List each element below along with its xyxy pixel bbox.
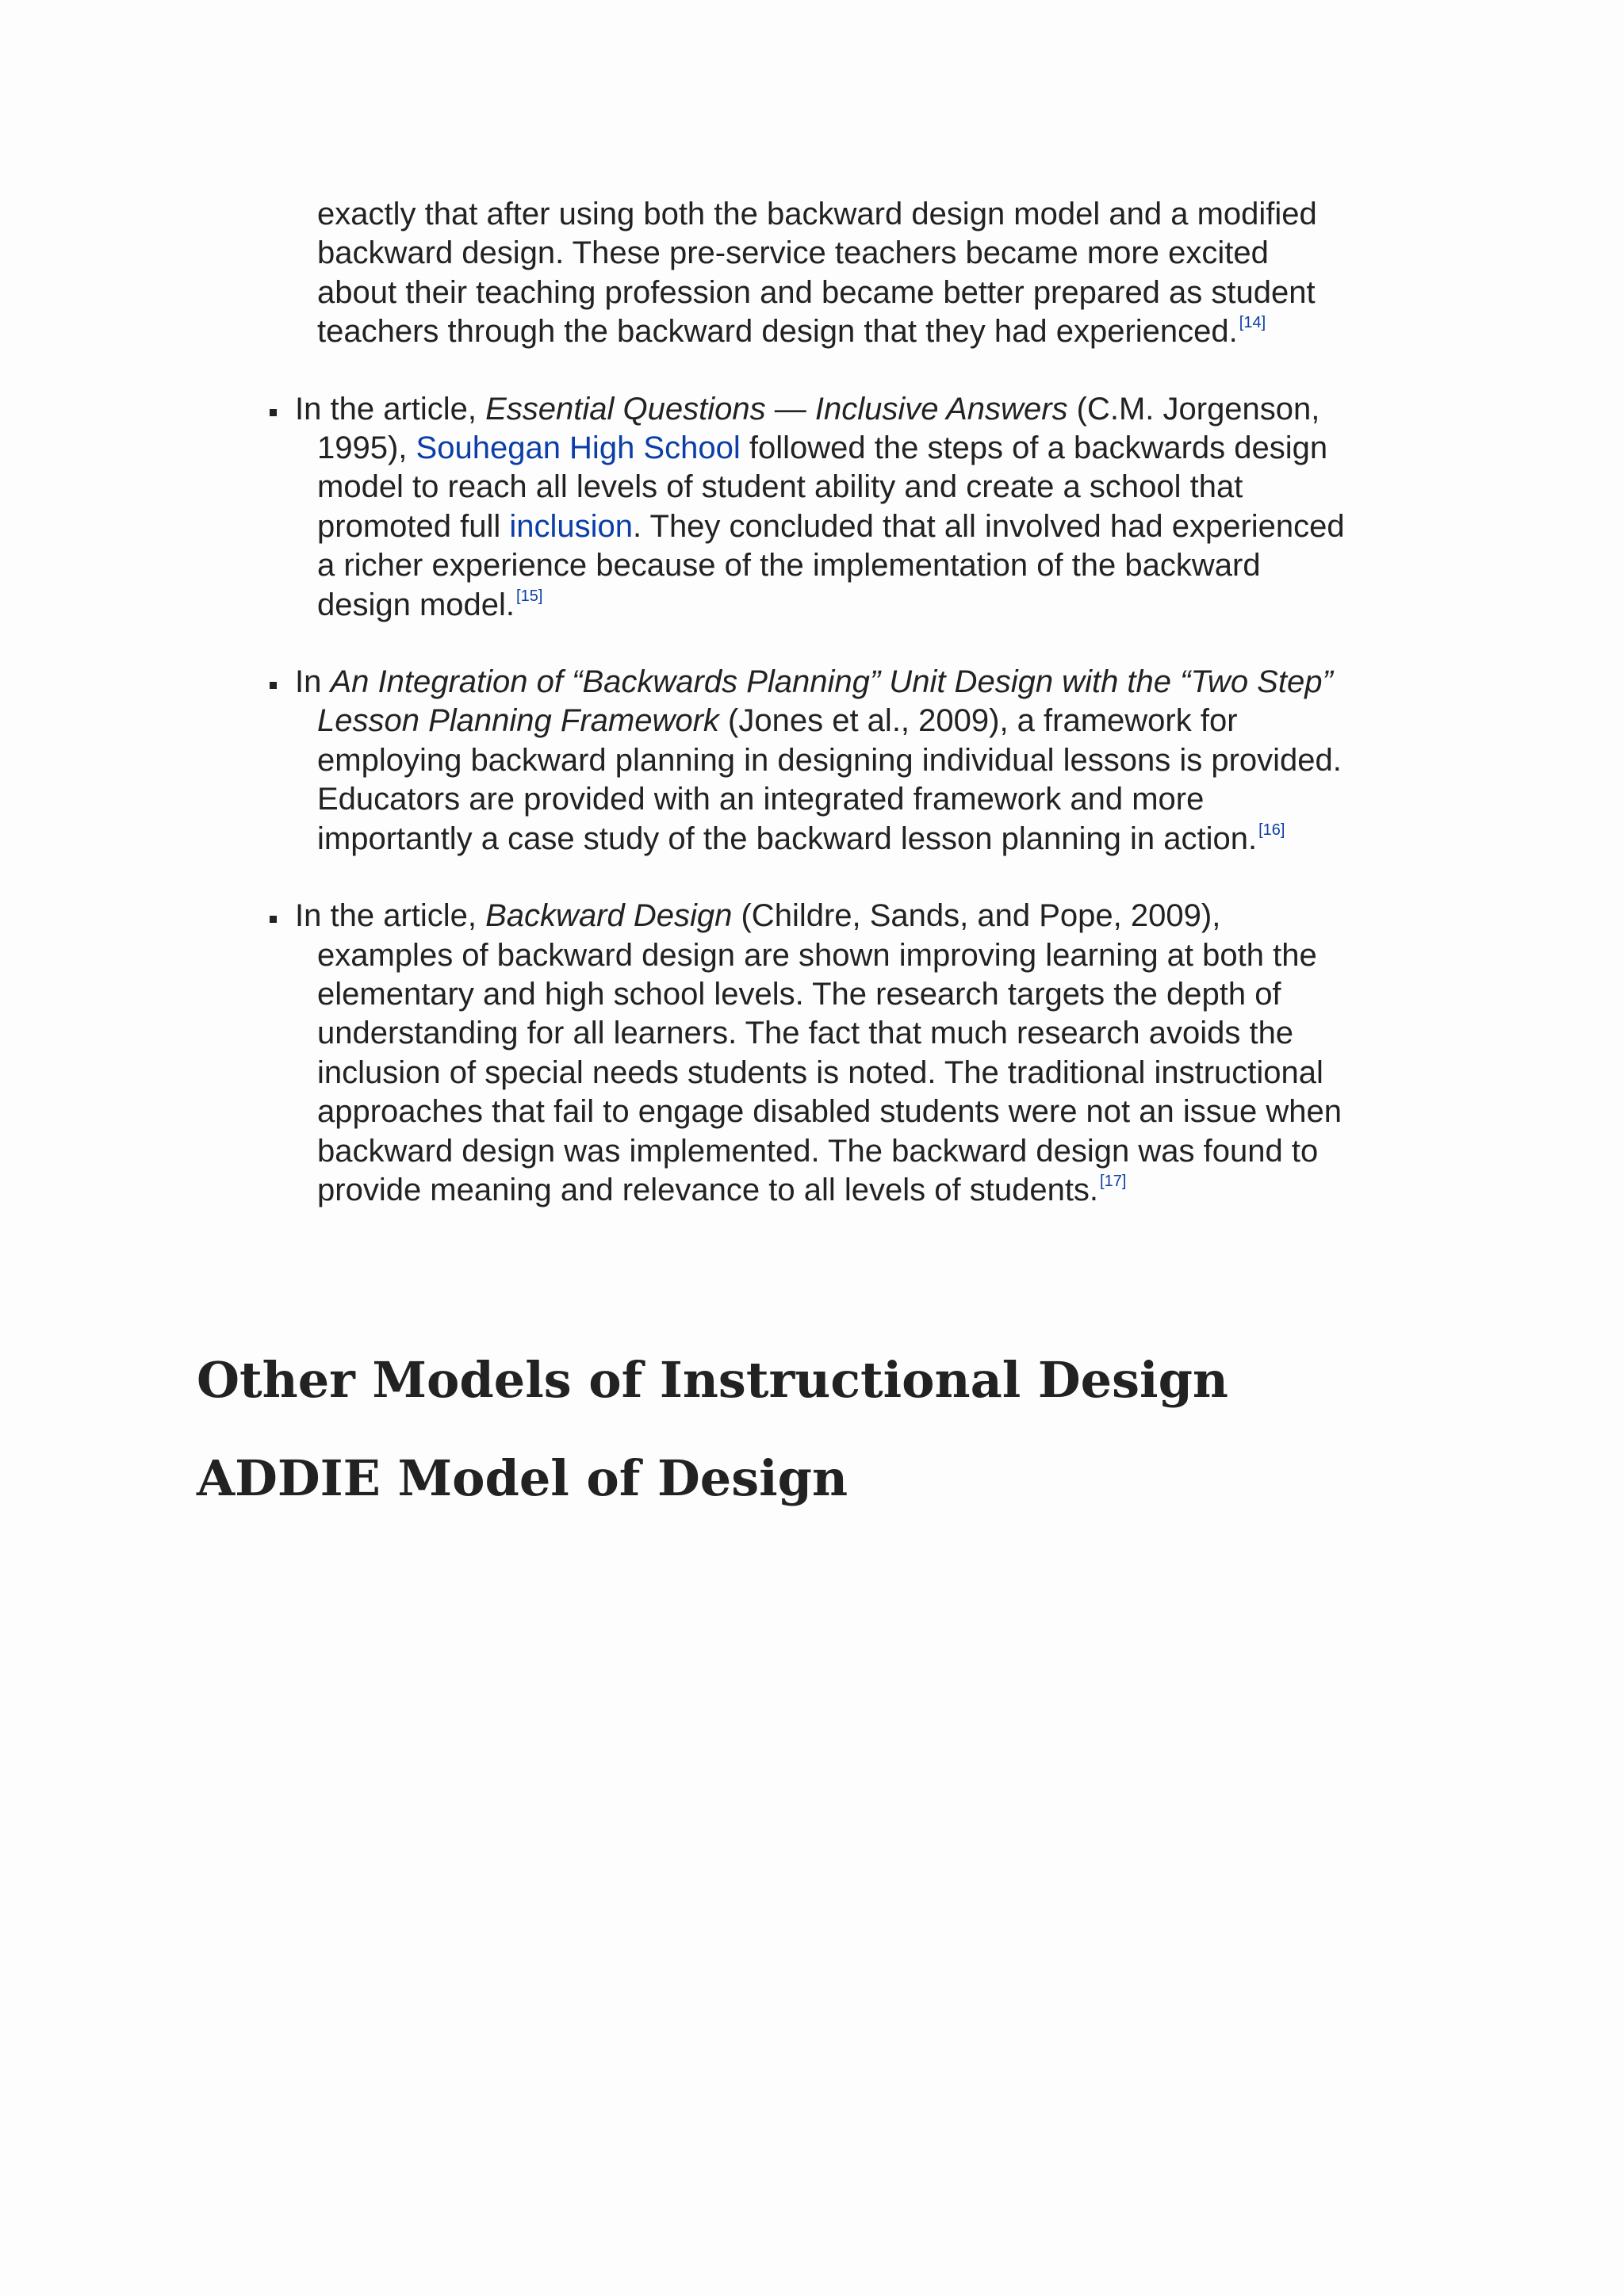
bullet-square-icon [270, 916, 277, 923]
citation-17[interactable]: [17] [1100, 1172, 1127, 1190]
italic-title: Lesson Planning Framework [317, 703, 719, 739]
text-run: followed the steps of a backwards design [740, 430, 1328, 466]
citation-15[interactable]: [15] [516, 587, 543, 605]
text-run: promoted full [317, 508, 510, 544]
text-run: (C.M. Jorgenson, [1067, 391, 1320, 427]
text-run: In the article, [295, 898, 486, 934]
text-run: — [765, 391, 815, 427]
text-run: importantly a case study of the backward lesson planning in action. [317, 821, 1258, 856]
text-line: elementary and high school levels. The research targets the depth of [317, 976, 1281, 1012]
heading-other-models: Other Models of Instructional Design [197, 1351, 1229, 1409]
text-line: Educators are provided with an integrated framework and more [317, 782, 1205, 817]
list-item [0, 195, 1427, 352]
text-line: understanding for all learners. The fact that much research avoids the [317, 1016, 1294, 1051]
text-run: In [295, 664, 331, 700]
text-line: backward design was implemented. The backward design was found to [317, 1133, 1319, 1169]
citation-14[interactable]: [14] [1239, 314, 1266, 332]
italic-title: Inclusive Answers [814, 391, 1068, 427]
italic-title: An Integration of “Backwards Planning” Unit Design with the “Two Step” [330, 664, 1333, 700]
bullet-square-icon [270, 682, 277, 689]
text-line [295, 390, 1427, 429]
text-line: teachers through the backward design that they had experienced. [317, 314, 1238, 350]
text-line [317, 586, 1427, 625]
text-run: design model. [317, 587, 515, 622]
text-line [317, 702, 1427, 740]
text-line [295, 897, 1427, 936]
link-inclusion[interactable]: inclusion [509, 508, 633, 544]
text-run: . They concluded that all involved had experienced [633, 508, 1345, 544]
text-line [295, 663, 1427, 702]
heading-addie-model: ADDIE Model of Design [197, 1449, 848, 1507]
italic-title: Backward Design [485, 898, 733, 934]
text-line: a richer experience because of the implementation of the backward [317, 548, 1261, 584]
link-souhegan-high-school[interactable]: Souhegan High School [416, 430, 741, 466]
text-line: model to reach all levels of student ability and create a school that [317, 469, 1243, 505]
text-line: inclusion of special needs students is noted. The traditional instructional [317, 1054, 1323, 1090]
bullet-list [0, 195, 1624, 1248]
italic-title: Essential Questions [485, 391, 766, 427]
list-item [0, 663, 1427, 859]
text-line: backward design. These pre-service teachers became more excited [317, 235, 1269, 271]
text-line [317, 820, 1427, 859]
text-line: approaches that fail to engage disabled students were not an issue when [317, 1094, 1342, 1130]
text-run: (Jones et al., 2009), a framework for [718, 703, 1238, 739]
text-line: about their teaching profession and became better prepared as student [317, 274, 1316, 310]
text-line [317, 429, 1427, 468]
text-line: employing backward planning in designing individual lessons is provided. [317, 742, 1342, 778]
text-line: exactly that after using both the backward design model and a modified [317, 197, 1317, 232]
list-item [0, 897, 1427, 1210]
text-line [317, 312, 1427, 351]
list-item [0, 390, 1427, 625]
text-line [317, 507, 1427, 546]
text-line: examples of backward design are shown improving learning at both the [317, 937, 1317, 973]
citation-16[interactable]: [16] [1258, 821, 1285, 839]
text-run: (Childre, Sands, and Pope, 2009), [732, 898, 1221, 934]
text-line [317, 1171, 1427, 1210]
bullet-square-icon [270, 409, 277, 416]
text-run: provide meaning and relevance to all levels of students. [317, 1172, 1099, 1207]
text-run: In the article, [295, 391, 486, 427]
text-run: 1995), [317, 430, 416, 466]
